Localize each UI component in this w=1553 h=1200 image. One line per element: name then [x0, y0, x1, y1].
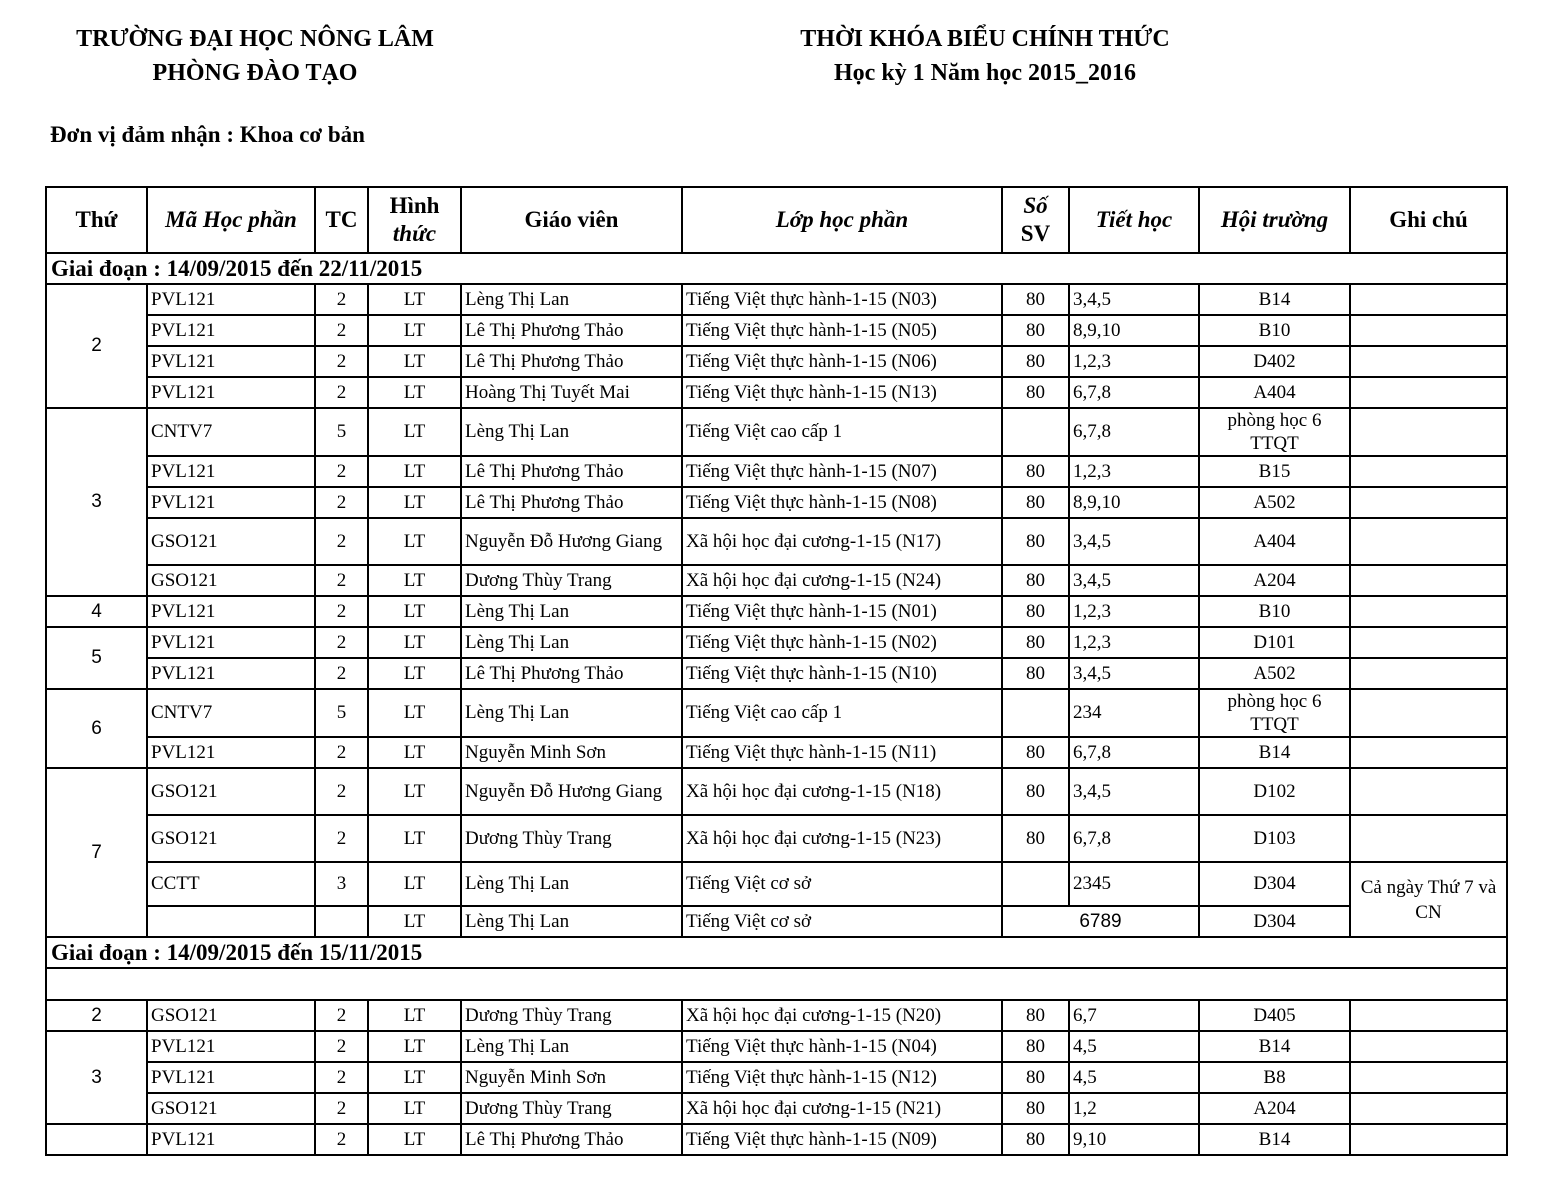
- tc-cell: 2: [315, 487, 368, 518]
- hoi-truong-cell: phòng học 6 TTQT: [1199, 689, 1350, 737]
- hoi-truong-cell: B14: [1199, 1124, 1350, 1155]
- table-row: [46, 346, 1507, 377]
- so-sv-cell: 80: [1002, 346, 1069, 377]
- hoi-truong-cell: A204: [1199, 1093, 1350, 1124]
- hinh-thuc-cell: LT: [368, 862, 461, 906]
- table-row: [46, 1031, 1507, 1062]
- lop-hoc-phan-cell: Tiếng Việt thực hành-1-15 (N05): [682, 315, 1002, 346]
- col-giao-vien: Giáo viên: [461, 187, 682, 253]
- hinh-thuc-cell: LT: [368, 315, 461, 346]
- phase-row: [46, 937, 1507, 968]
- so-sv-cell: 80: [1002, 1000, 1069, 1031]
- ma-hoc-phan-cell: PVL121: [147, 487, 315, 518]
- lop-hoc-phan-cell: Xã hội học đại cương-1-15 (N23): [682, 815, 1002, 862]
- col-hoi-truong: Hội trường: [1199, 187, 1350, 253]
- table-row: [46, 596, 1507, 627]
- tc-cell: 5: [315, 408, 368, 456]
- day-cell: 5: [46, 627, 147, 689]
- col-so-sv-line1: Số: [1023, 193, 1048, 218]
- so-sv-cell: [1002, 862, 1069, 906]
- ghi-chu-cell: [1350, 1124, 1507, 1155]
- so-sv-cell: [1002, 408, 1069, 456]
- schedule-header: [760, 22, 1210, 90]
- col-hinh-thuc-line1: Hình: [389, 193, 440, 218]
- school-name: TRƯỜNG ĐẠI HỌC NÔNG LÂM: [76, 26, 434, 52]
- lop-hoc-phan-cell: Tiếng Việt thực hành-1-15 (N07): [682, 456, 1002, 487]
- hinh-thuc-cell: LT: [368, 518, 461, 565]
- table-row: [46, 1124, 1507, 1155]
- tc-cell: 2: [315, 737, 368, 768]
- table-row: [46, 456, 1507, 487]
- hinh-thuc-cell: LT: [368, 408, 461, 456]
- tc-cell: 2: [315, 377, 368, 408]
- col-tc: TC: [315, 187, 368, 253]
- tiet-hoc-cell: 2345: [1069, 862, 1199, 906]
- hinh-thuc-cell: LT: [368, 815, 461, 862]
- giao-vien-cell: Lèng Thị Lan: [461, 408, 682, 456]
- lop-hoc-phan-cell: Xã hội học đại cương-1-15 (N20): [682, 1000, 1002, 1031]
- col-so-sv: [1002, 187, 1069, 253]
- tiet-hoc-cell: 3,4,5: [1069, 518, 1199, 565]
- lop-hoc-phan-cell: Xã hội học đại cương-1-15 (N17): [682, 518, 1002, 565]
- hinh-thuc-cell: LT: [368, 768, 461, 815]
- tiet-hoc-cell: 3,4,5: [1069, 658, 1199, 689]
- ma-hoc-phan-cell: GSO121: [147, 768, 315, 815]
- so-sv-cell: 80: [1002, 518, 1069, 565]
- lop-hoc-phan-cell: Xã hội học đại cương-1-15 (N18): [682, 768, 1002, 815]
- ma-hoc-phan-cell: PVL121: [147, 737, 315, 768]
- hoi-truong-cell: D405: [1199, 1000, 1350, 1031]
- table-row: [46, 658, 1507, 689]
- ma-hoc-phan-cell: PVL121: [147, 1031, 315, 1062]
- ghi-chu-cell: Cả ngày Thứ 7 và CN: [1350, 862, 1507, 937]
- giao-vien-cell: Lê Thị Phương Thảo: [461, 346, 682, 377]
- hinh-thuc-cell: LT: [368, 346, 461, 377]
- tc-cell: [315, 906, 368, 937]
- ghi-chu-cell: [1350, 627, 1507, 658]
- hinh-thuc-cell: LT: [368, 1093, 461, 1124]
- giao-vien-cell: Lèng Thị Lan: [461, 689, 682, 737]
- so-sv-cell: 80: [1002, 1124, 1069, 1155]
- table-row: [46, 627, 1507, 658]
- schedule-title: THỜI KHÓA BIỂU CHÍNH THỨC: [800, 26, 1170, 52]
- tc-cell: 2: [315, 596, 368, 627]
- table-row: [46, 689, 1507, 737]
- col-hinh-thuc: [368, 187, 461, 253]
- so-sv-cell: 80: [1002, 737, 1069, 768]
- table-row: [46, 487, 1507, 518]
- hoi-truong-cell: A404: [1199, 518, 1350, 565]
- ma-hoc-phan-cell: PVL121: [147, 1124, 315, 1155]
- table-row: [46, 1062, 1507, 1093]
- so-sv-cell: 80: [1002, 596, 1069, 627]
- lop-hoc-phan-cell: Tiếng Việt thực hành-1-15 (N08): [682, 487, 1002, 518]
- table-header-row: [46, 187, 1507, 253]
- hoi-truong-cell: B10: [1199, 596, 1350, 627]
- hoi-truong-cell: A204: [1199, 565, 1350, 596]
- tiet-hoc-cell: 1,2,3: [1069, 596, 1199, 627]
- col-so-sv-line2: SV: [1020, 221, 1051, 246]
- ma-hoc-phan-cell: CCTT: [147, 862, 315, 906]
- hoi-truong-cell: B10: [1199, 315, 1350, 346]
- day-cell: 6: [46, 689, 147, 768]
- giao-vien-cell: Lê Thị Phương Thảo: [461, 315, 682, 346]
- hinh-thuc-cell: LT: [368, 689, 461, 737]
- giao-vien-cell: Lèng Thị Lan: [461, 596, 682, 627]
- timetable: [45, 186, 1508, 1156]
- tc-cell: 2: [315, 346, 368, 377]
- table-row: [46, 408, 1507, 456]
- giao-vien-cell: Lèng Thị Lan: [461, 1031, 682, 1062]
- lop-hoc-phan-cell: Tiếng Việt thực hành-1-15 (N04): [682, 1031, 1002, 1062]
- ma-hoc-phan-cell: CNTV7: [147, 408, 315, 456]
- hoi-truong-cell: B14: [1199, 284, 1350, 315]
- lop-hoc-phan-cell: Tiếng Việt thực hành-1-15 (N13): [682, 377, 1002, 408]
- ma-hoc-phan-cell: PVL121: [147, 596, 315, 627]
- hinh-thuc-cell: LT: [368, 596, 461, 627]
- hinh-thuc-cell: LT: [368, 1124, 461, 1155]
- giao-vien-cell: Lê Thị Phương Thảo: [461, 658, 682, 689]
- tc-cell: 2: [315, 1062, 368, 1093]
- lop-hoc-phan-cell: Tiếng Việt thực hành-1-15 (N01): [682, 596, 1002, 627]
- giao-vien-cell: Dương Thùy Trang: [461, 565, 682, 596]
- giao-vien-cell: Lê Thị Phương Thảo: [461, 487, 682, 518]
- tc-cell: 2: [315, 565, 368, 596]
- table-row: [46, 1000, 1507, 1031]
- table-row: [46, 284, 1507, 315]
- ghi-chu-cell: [1350, 768, 1507, 815]
- hoi-truong-cell: D101: [1199, 627, 1350, 658]
- giao-vien-cell: Dương Thùy Trang: [461, 1093, 682, 1124]
- table-row: [46, 862, 1507, 906]
- semester-line: Học kỳ 1 Năm học 2015_2016: [834, 60, 1136, 86]
- hinh-thuc-cell: LT: [368, 658, 461, 689]
- hoi-truong-cell: D402: [1199, 346, 1350, 377]
- giao-vien-cell: Lèng Thị Lan: [461, 627, 682, 658]
- tiet-hoc-cell: 6,7,8: [1069, 815, 1199, 862]
- table-row: [46, 518, 1507, 565]
- tc-cell: 2: [315, 315, 368, 346]
- giao-vien-cell: Lèng Thị Lan: [461, 906, 682, 937]
- tc-cell: 2: [315, 1124, 368, 1155]
- hoi-truong-cell: A502: [1199, 658, 1350, 689]
- so-sv-cell: [1002, 689, 1069, 737]
- tiet-hoc-cell: 9,10: [1069, 1124, 1199, 1155]
- tiet-hoc-cell: 3,4,5: [1069, 565, 1199, 596]
- ghi-chu-cell: [1350, 315, 1507, 346]
- hoi-truong-cell: D103: [1199, 815, 1350, 862]
- hoi-truong-cell: D304: [1199, 906, 1350, 937]
- tc-cell: 2: [315, 815, 368, 862]
- tc-cell: 2: [315, 284, 368, 315]
- so-sv-cell: 80: [1002, 565, 1069, 596]
- ghi-chu-cell: [1350, 815, 1507, 862]
- hinh-thuc-cell: LT: [368, 456, 461, 487]
- so-sv-cell: 80: [1002, 658, 1069, 689]
- col-hinh-thuc-line2: thức: [392, 221, 437, 246]
- ma-hoc-phan-cell: PVL121: [147, 658, 315, 689]
- ghi-chu-cell: [1350, 1093, 1507, 1124]
- ma-hoc-phan-cell: PVL121: [147, 346, 315, 377]
- hinh-thuc-cell: LT: [368, 284, 461, 315]
- ghi-chu-cell: [1350, 1062, 1507, 1093]
- tiet-hoc-cell: 1,2,3: [1069, 456, 1199, 487]
- tiet-hoc-cell: 3,4,5: [1069, 284, 1199, 315]
- hinh-thuc-cell: LT: [368, 906, 461, 937]
- tc-cell: 2: [315, 1000, 368, 1031]
- responsible-unit: Đơn vị đảm nhận : Khoa cơ bản: [50, 122, 365, 147]
- hoi-truong-cell: D102: [1199, 768, 1350, 815]
- lop-hoc-phan-cell: Tiếng Việt thực hành-1-15 (N02): [682, 627, 1002, 658]
- hinh-thuc-cell: LT: [368, 487, 461, 518]
- tiet-hoc-cell: 6,7,8: [1069, 377, 1199, 408]
- lop-hoc-phan-cell: Tiếng Việt cơ sở: [682, 906, 1002, 937]
- tiet-hoc-cell: 6789: [1002, 906, 1199, 937]
- school-header: [40, 22, 470, 90]
- hoi-truong-cell: D304: [1199, 862, 1350, 906]
- so-sv-cell: 80: [1002, 487, 1069, 518]
- hoi-truong-cell: A404: [1199, 377, 1350, 408]
- tiet-hoc-cell: 8,9,10: [1069, 487, 1199, 518]
- tiet-hoc-cell: 6,7,8: [1069, 737, 1199, 768]
- giao-vien-cell: Lê Thị Phương Thảo: [461, 1124, 682, 1155]
- tc-cell: 2: [315, 1093, 368, 1124]
- day-cell: 7: [46, 768, 147, 937]
- giao-vien-cell: Nguyễn Đỗ Hương Giang: [461, 518, 682, 565]
- hoi-truong-cell: phòng học 6 TTQT: [1199, 408, 1350, 456]
- ghi-chu-cell: [1350, 1000, 1507, 1031]
- ghi-chu-cell: [1350, 565, 1507, 596]
- col-thu: Thứ: [46, 187, 147, 253]
- lop-hoc-phan-cell: Tiếng Việt thực hành-1-15 (N10): [682, 658, 1002, 689]
- tiet-hoc-cell: 1,2,3: [1069, 627, 1199, 658]
- tc-cell: 2: [315, 627, 368, 658]
- ma-hoc-phan-cell: PVL121: [147, 456, 315, 487]
- ma-hoc-phan-cell: GSO121: [147, 518, 315, 565]
- hinh-thuc-cell: LT: [368, 1062, 461, 1093]
- ghi-chu-cell: [1350, 456, 1507, 487]
- table-row: [46, 815, 1507, 862]
- ma-hoc-phan-cell: PVL121: [147, 315, 315, 346]
- so-sv-cell: 80: [1002, 284, 1069, 315]
- ghi-chu-cell: [1350, 596, 1507, 627]
- so-sv-cell: 80: [1002, 377, 1069, 408]
- tiet-hoc-cell: 4,5: [1069, 1031, 1199, 1062]
- so-sv-cell: 80: [1002, 456, 1069, 487]
- ghi-chu-cell: [1350, 377, 1507, 408]
- ma-hoc-phan-cell: GSO121: [147, 815, 315, 862]
- tiet-hoc-cell: 3,4,5: [1069, 768, 1199, 815]
- phase-title: Giai đoạn : 14/09/2015 đến 22/11/2015: [46, 253, 1507, 284]
- tc-cell: 2: [315, 1031, 368, 1062]
- ghi-chu-cell: [1350, 518, 1507, 565]
- phase-title: Giai đoạn : 14/09/2015 đến 15/11/2015: [46, 937, 1507, 968]
- tiet-hoc-cell: 234: [1069, 689, 1199, 737]
- tc-cell: 2: [315, 768, 368, 815]
- giao-vien-cell: Lê Thị Phương Thảo: [461, 456, 682, 487]
- ghi-chu-cell: [1350, 1031, 1507, 1062]
- day-cell: 4: [46, 596, 147, 627]
- ghi-chu-cell: [1350, 408, 1507, 456]
- giao-vien-cell: Dương Thùy Trang: [461, 1000, 682, 1031]
- hinh-thuc-cell: LT: [368, 1031, 461, 1062]
- so-sv-cell: 80: [1002, 1093, 1069, 1124]
- ma-hoc-phan-cell: CNTV7: [147, 689, 315, 737]
- table-row: [46, 377, 1507, 408]
- tiet-hoc-cell: 6,7,8: [1069, 408, 1199, 456]
- ma-hoc-phan-cell: PVL121: [147, 1062, 315, 1093]
- lop-hoc-phan-cell: Tiếng Việt thực hành-1-15 (N12): [682, 1062, 1002, 1093]
- ghi-chu-cell: [1350, 658, 1507, 689]
- table-row: [46, 737, 1507, 768]
- so-sv-cell: 80: [1002, 1031, 1069, 1062]
- giao-vien-cell: Nguyễn Minh Sơn: [461, 737, 682, 768]
- lop-hoc-phan-cell: Xã hội học đại cương-1-15 (N21): [682, 1093, 1002, 1124]
- blank-cell: [46, 968, 1507, 1000]
- day-cell: 3: [46, 1031, 147, 1124]
- ma-hoc-phan-cell: GSO121: [147, 565, 315, 596]
- tc-cell: 3: [315, 862, 368, 906]
- tiet-hoc-cell: 1,2,3: [1069, 346, 1199, 377]
- so-sv-cell: 80: [1002, 815, 1069, 862]
- giao-vien-cell: Hoàng Thị Tuyết Mai: [461, 377, 682, 408]
- hinh-thuc-cell: LT: [368, 565, 461, 596]
- tc-cell: 2: [315, 456, 368, 487]
- lop-hoc-phan-cell: Tiếng Việt thực hành-1-15 (N03): [682, 284, 1002, 315]
- ghi-chu-cell: [1350, 689, 1507, 737]
- tiet-hoc-cell: 6,7: [1069, 1000, 1199, 1031]
- ghi-chu-cell: [1350, 346, 1507, 377]
- hoi-truong-cell: B14: [1199, 1031, 1350, 1062]
- tiet-hoc-cell: 4,5: [1069, 1062, 1199, 1093]
- blank-row: [46, 968, 1507, 1000]
- hinh-thuc-cell: LT: [368, 377, 461, 408]
- lop-hoc-phan-cell: Tiếng Việt thực hành-1-15 (N09): [682, 1124, 1002, 1155]
- tc-cell: 5: [315, 689, 368, 737]
- tiet-hoc-cell: 1,2: [1069, 1093, 1199, 1124]
- lop-hoc-phan-cell: Tiếng Việt thực hành-1-15 (N06): [682, 346, 1002, 377]
- col-ghi-chu: Ghi chú: [1350, 187, 1507, 253]
- giao-vien-cell: Nguyễn Minh Sơn: [461, 1062, 682, 1093]
- col-tiet-hoc: Tiết học: [1069, 187, 1199, 253]
- tiet-hoc-cell: 8,9,10: [1069, 315, 1199, 346]
- ma-hoc-phan-cell: PVL121: [147, 627, 315, 658]
- hinh-thuc-cell: LT: [368, 627, 461, 658]
- ma-hoc-phan-cell: PVL121: [147, 377, 315, 408]
- department-name: PHÒNG ĐÀO TẠO: [152, 60, 358, 86]
- giao-vien-cell: Nguyễn Đỗ Hương Giang: [461, 768, 682, 815]
- lop-hoc-phan-cell: Xã hội học đại cương-1-15 (N24): [682, 565, 1002, 596]
- giao-vien-cell: Lèng Thị Lan: [461, 862, 682, 906]
- hoi-truong-cell: A502: [1199, 487, 1350, 518]
- lop-hoc-phan-cell: Tiếng Việt cơ sở: [682, 862, 1002, 906]
- table-row: [46, 906, 1507, 937]
- ma-hoc-phan-cell: [147, 906, 315, 937]
- giao-vien-cell: Dương Thùy Trang: [461, 815, 682, 862]
- ma-hoc-phan-cell: GSO121: [147, 1000, 315, 1031]
- day-cell: 2: [46, 284, 147, 408]
- day-cell: [46, 1124, 147, 1155]
- lop-hoc-phan-cell: Tiếng Việt cao cấp 1: [682, 408, 1002, 456]
- phase-row: [46, 253, 1507, 284]
- ghi-chu-cell: [1350, 284, 1507, 315]
- ma-hoc-phan-cell: GSO121: [147, 1093, 315, 1124]
- table-row: [46, 565, 1507, 596]
- tc-cell: 2: [315, 658, 368, 689]
- table-row: [46, 315, 1507, 346]
- col-lop-hoc-phan: Lớp học phần: [682, 187, 1002, 253]
- lop-hoc-phan-cell: Tiếng Việt thực hành-1-15 (N11): [682, 737, 1002, 768]
- so-sv-cell: 80: [1002, 315, 1069, 346]
- so-sv-cell: 80: [1002, 768, 1069, 815]
- hinh-thuc-cell: LT: [368, 737, 461, 768]
- tc-cell: 2: [315, 518, 368, 565]
- so-sv-cell: 80: [1002, 1062, 1069, 1093]
- hoi-truong-cell: B15: [1199, 456, 1350, 487]
- so-sv-cell: 80: [1002, 627, 1069, 658]
- hoi-truong-cell: B14: [1199, 737, 1350, 768]
- lop-hoc-phan-cell: Tiếng Việt cao cấp 1: [682, 689, 1002, 737]
- table-row: [46, 1093, 1507, 1124]
- col-ma-hoc-phan: Mã Học phần: [147, 187, 315, 253]
- table-row: [46, 768, 1507, 815]
- ghi-chu-cell: [1350, 487, 1507, 518]
- ma-hoc-phan-cell: PVL121: [147, 284, 315, 315]
- giao-vien-cell: Lèng Thị Lan: [461, 284, 682, 315]
- ghi-chu-cell: [1350, 737, 1507, 768]
- hoi-truong-cell: B8: [1199, 1062, 1350, 1093]
- day-cell: 2: [46, 1000, 147, 1031]
- hinh-thuc-cell: LT: [368, 1000, 461, 1031]
- day-cell: 3: [46, 408, 147, 596]
